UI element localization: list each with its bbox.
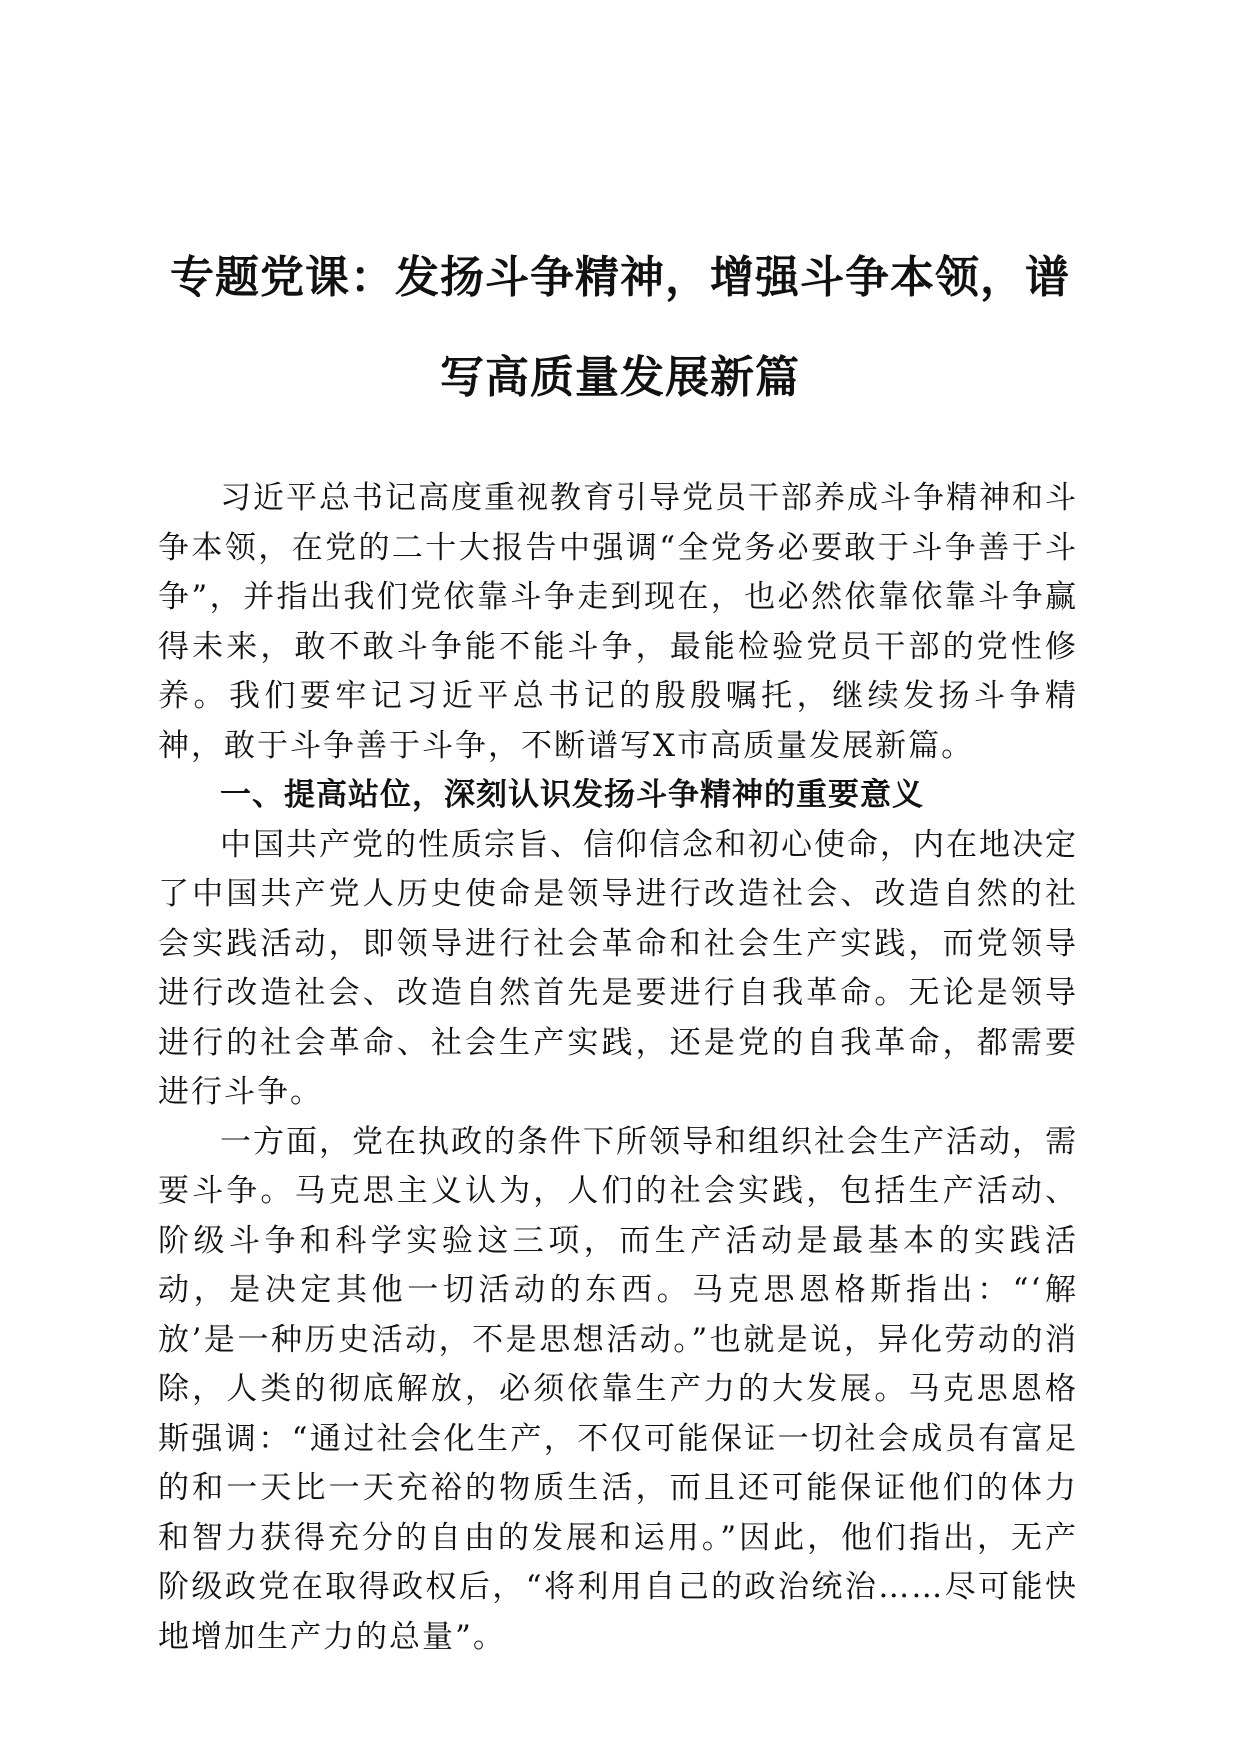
section-heading-1: 一、提高站位，深刻认识发扬斗争精神的重要意义 [220,777,924,813]
section-1-paragraph-2: 一方面，党在执政的条件下所领导和组织社会生产活动，需要斗争。马克思主义认为，人们的社会实践，包括生产活动、阶级斗争和科学实验这三项，而生产活动是最基本的实践活动，是决定其他一切活动的东西。马克思恩格斯指出：“‘解放’是一种历史活动，不是思想活动。”也就是说，异化劳动的消除，人类的彻底解放，必须依靠生产力的大发展。马克思恩格斯强调：“通过社会化生产，不仅可能保证一切社会成员有富足的和一天比一天充裕的物质生活，而且还可能保证他们的体力和智力获得充分的自由的发展和运用。”因此，他们指出，无产阶级政党在取得政权后，“将利用自己的政治统治……尽可能快地增加生产力的总量”。 [158,1123,1078,1655]
document-body [158,474,1078,1662]
document-title [150,228,1090,428]
intro-paragraph: 习近平总书记高度重视教育引导党员干部养成斗争精神和斗争本领，在党的二十大报告中强调“全党务必要敢于斗争善于斗争”，并指出我们党依靠斗争走到现在，也必然依靠依靠斗争赢得未来，敢不敢斗争能不能斗争，最能检验党员干部的党性修养。我们要牢记习近平总书记的殷殷嘱托，继续发扬斗争精神，敢于斗争善于斗争，不断谱写X市高质量发展新篇。 [158,480,1078,764]
section-1-paragraph-1: 中国共产党的性质宗旨、信仰信念和初心使命，内在地决定了中国共产党人历史使命是领导进行改造社会、改造自然的社会实践活动，即领导进行社会革命和社会生产实践，而党领导进行改造社会、改造自然首先是要进行自我革命。无论是领导进行的社会革命、社会生产实践，还是党的自我革命，都需要进行斗争。 [158,826,1078,1110]
title-line-1: 专题党课：发扬斗争精神，增强斗争本领，谱 [170,252,1070,303]
title-line-2: 写高质量发展新篇 [440,352,800,403]
